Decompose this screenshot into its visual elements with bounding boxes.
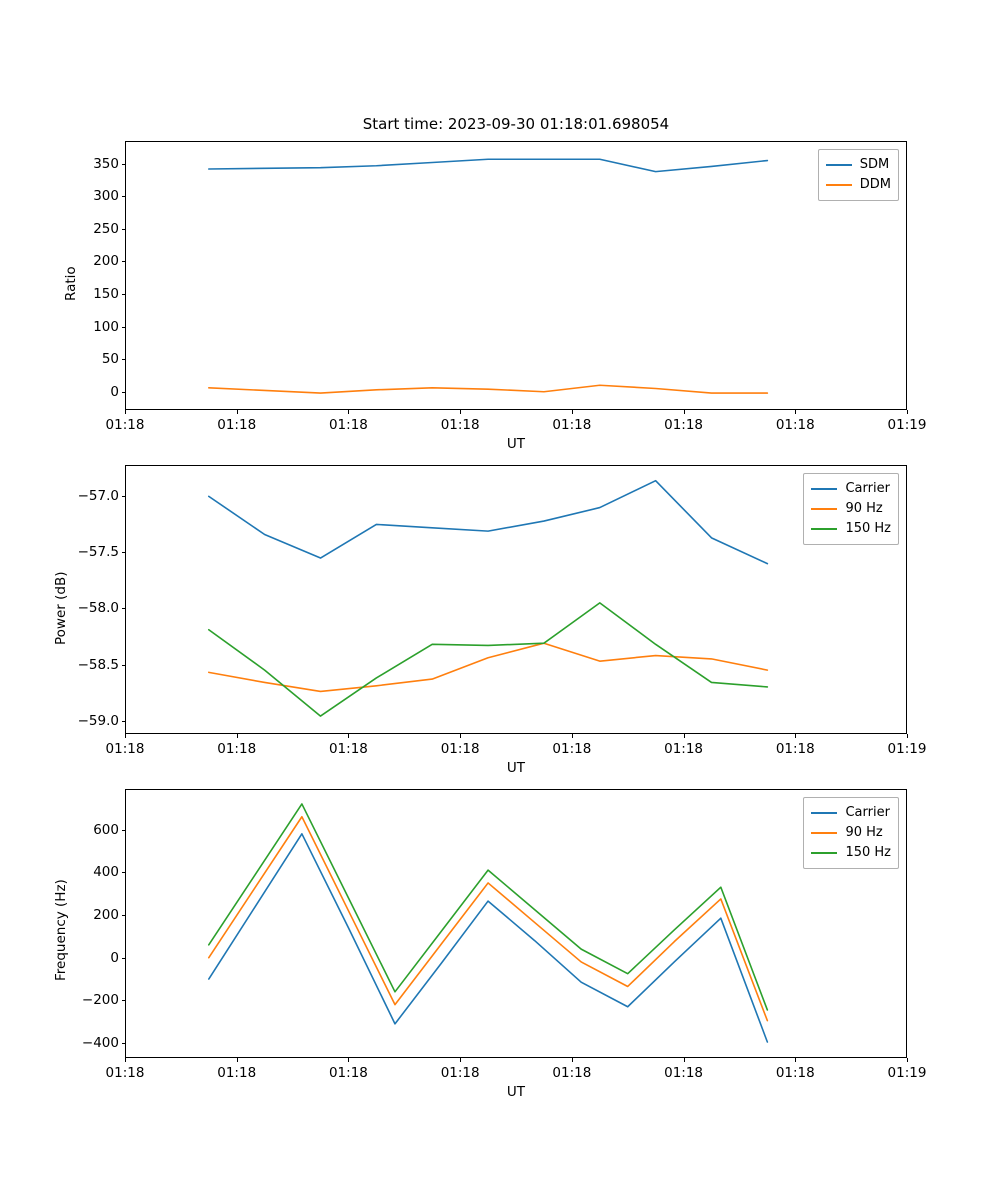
legend-swatch-150hz: [811, 528, 837, 530]
y-tick-label: −58.5: [77, 656, 119, 673]
legend-item: [811, 479, 891, 499]
series-line: [209, 804, 768, 1010]
legend-item: [811, 843, 891, 863]
x-tick-label: 01:18: [217, 417, 257, 433]
x-tick-label: 01:18: [775, 1065, 815, 1081]
y-tick-label: 200: [93, 906, 119, 923]
x-tick-mark: [237, 734, 238, 738]
ratio-y-axis-label: Ratio: [63, 266, 79, 301]
series-line: [209, 481, 768, 564]
x-tick-mark: [348, 1058, 349, 1062]
y-tick-mark: [122, 721, 126, 722]
ratio-panel: [63, 115, 927, 452]
y-tick-mark: [122, 1043, 126, 1044]
x-tick-mark: [125, 734, 126, 738]
x-tick-mark: [795, 410, 796, 414]
x-tick-mark: [684, 734, 685, 738]
ratio-x-axis-label: UT: [506, 436, 526, 452]
legend-label-150hz: 150 Hz: [845, 521, 891, 537]
y-tick-label: −200: [81, 992, 119, 1009]
x-tick-label: 01:18: [328, 1065, 368, 1081]
frequency-plot-lines: [125, 789, 907, 1058]
x-tick-label: 01:18: [440, 1065, 480, 1081]
y-tick-label: 250: [93, 220, 119, 237]
legend-swatch-carrier: [811, 488, 837, 490]
ratio-legend: [818, 149, 899, 201]
legend-swatch-90hz: [811, 832, 837, 834]
x-tick-label: 01:18: [552, 1065, 592, 1081]
x-tick-label: 01:18: [328, 417, 368, 433]
x-tick-label: 01:18: [552, 741, 592, 757]
power-y-axis-label: Power (dB): [53, 571, 69, 645]
x-tick-mark: [572, 410, 573, 414]
y-tick-label: 150: [93, 286, 119, 303]
x-tick-label: 01:18: [664, 741, 704, 757]
x-tick-mark: [907, 734, 908, 738]
y-tick-label: 0: [110, 383, 119, 400]
y-tick-label: −400: [81, 1035, 119, 1052]
x-tick-label: 01:19: [887, 417, 927, 433]
x-tick-label: 01:18: [105, 1065, 145, 1081]
legend-item: [811, 823, 891, 843]
x-tick-label: 01:18: [217, 741, 257, 757]
series-line: [209, 603, 768, 716]
y-tick-mark: [122, 327, 126, 328]
y-tick-mark: [122, 164, 126, 165]
legend-label-150hz: 150 Hz: [845, 845, 891, 861]
y-tick-label: 400: [93, 864, 119, 881]
frequency-panel: [53, 789, 927, 1100]
y-tick-mark: [122, 196, 126, 197]
power-x-axis-label: UT: [506, 760, 526, 776]
series-line: [209, 834, 768, 1042]
x-tick-label: 01:18: [105, 417, 145, 433]
y-tick-mark: [122, 915, 126, 916]
page-title: Start time: 2023-09-30 01:18:01.698054: [362, 115, 670, 133]
x-tick-label: 01:18: [217, 1065, 257, 1081]
x-tick-label: 01:18: [440, 741, 480, 757]
y-tick-label: −58.0: [77, 600, 119, 617]
x-tick-mark: [348, 734, 349, 738]
x-tick-mark: [795, 1058, 796, 1062]
y-tick-mark: [122, 872, 126, 873]
x-tick-label: 01:18: [328, 741, 368, 757]
x-tick-mark: [795, 734, 796, 738]
y-tick-mark: [122, 830, 126, 831]
y-tick-mark: [122, 1000, 126, 1001]
frequency-y-axis-label: Frequency (Hz): [53, 879, 69, 981]
x-tick-mark: [125, 1058, 126, 1062]
legend-item: [811, 499, 891, 519]
x-tick-label: 01:18: [552, 417, 592, 433]
series-line: [209, 159, 768, 171]
power-panel: [53, 465, 927, 776]
series-line: [209, 385, 768, 393]
y-tick-mark: [122, 359, 126, 360]
y-tick-mark: [122, 229, 126, 230]
y-tick-mark: [122, 261, 126, 262]
x-tick-mark: [684, 1058, 685, 1062]
x-tick-mark: [348, 410, 349, 414]
y-tick-mark: [122, 294, 126, 295]
x-tick-label: 01:19: [887, 1065, 927, 1081]
x-tick-mark: [237, 1058, 238, 1062]
legend-item: [811, 803, 891, 823]
y-tick-mark: [122, 496, 126, 497]
y-tick-label: 100: [93, 318, 119, 335]
x-tick-mark: [460, 1058, 461, 1062]
x-tick-mark: [907, 1058, 908, 1062]
x-tick-mark: [572, 1058, 573, 1062]
y-tick-label: −59.0: [77, 712, 119, 729]
y-tick-label: 200: [93, 253, 119, 270]
y-tick-mark: [122, 392, 126, 393]
y-tick-label: 600: [93, 821, 119, 838]
x-tick-mark: [460, 410, 461, 414]
y-tick-mark: [122, 608, 126, 609]
x-tick-label: 01:18: [105, 741, 145, 757]
x-tick-label: 01:18: [775, 741, 815, 757]
legend-item: [826, 155, 891, 175]
legend-label-carrier: Carrier: [845, 805, 890, 820]
y-tick-label: −57.5: [77, 544, 119, 561]
x-tick-label: 01:19: [887, 741, 927, 757]
legend-swatch-90hz: [811, 508, 837, 510]
x-tick-label: 01:18: [664, 417, 704, 433]
legend-label-90hz: 90 Hz: [845, 501, 883, 517]
power-legend: [803, 473, 899, 545]
y-tick-label: −57.0: [77, 488, 119, 505]
legend-swatch-ddm: [826, 184, 852, 186]
y-tick-mark: [122, 665, 126, 666]
legend-swatch-sdm: [826, 164, 852, 166]
legend-label-ddm: DDM: [859, 177, 891, 193]
ratio-plot-lines: [125, 141, 907, 410]
legend-label-90hz: 90 Hz: [845, 825, 883, 841]
x-tick-mark: [460, 734, 461, 738]
frequency-legend: [803, 797, 899, 869]
x-tick-mark: [907, 410, 908, 414]
series-line: [209, 643, 768, 691]
x-tick-label: 01:18: [440, 417, 480, 433]
legend-label-sdm: SDM: [859, 157, 890, 172]
legend-swatch-150hz: [811, 852, 837, 854]
x-tick-mark: [125, 410, 126, 414]
power-plot-lines: [125, 465, 907, 734]
y-tick-mark: [122, 958, 126, 959]
legend-item: [811, 519, 891, 539]
legend-label-carrier: Carrier: [845, 481, 890, 496]
legend-swatch-carrier: [811, 812, 837, 814]
y-tick-mark: [122, 552, 126, 553]
y-tick-label: 350: [93, 155, 119, 172]
legend-item: [826, 175, 891, 195]
y-tick-label: 300: [93, 188, 119, 205]
frequency-x-axis-label: UT: [506, 1084, 526, 1100]
x-tick-mark: [684, 410, 685, 414]
y-tick-label: 50: [101, 351, 119, 368]
x-tick-label: 01:18: [664, 1065, 704, 1081]
x-tick-mark: [572, 734, 573, 738]
y-tick-label: 0: [110, 949, 119, 966]
x-tick-mark: [237, 410, 238, 414]
x-tick-label: 01:18: [775, 417, 815, 433]
